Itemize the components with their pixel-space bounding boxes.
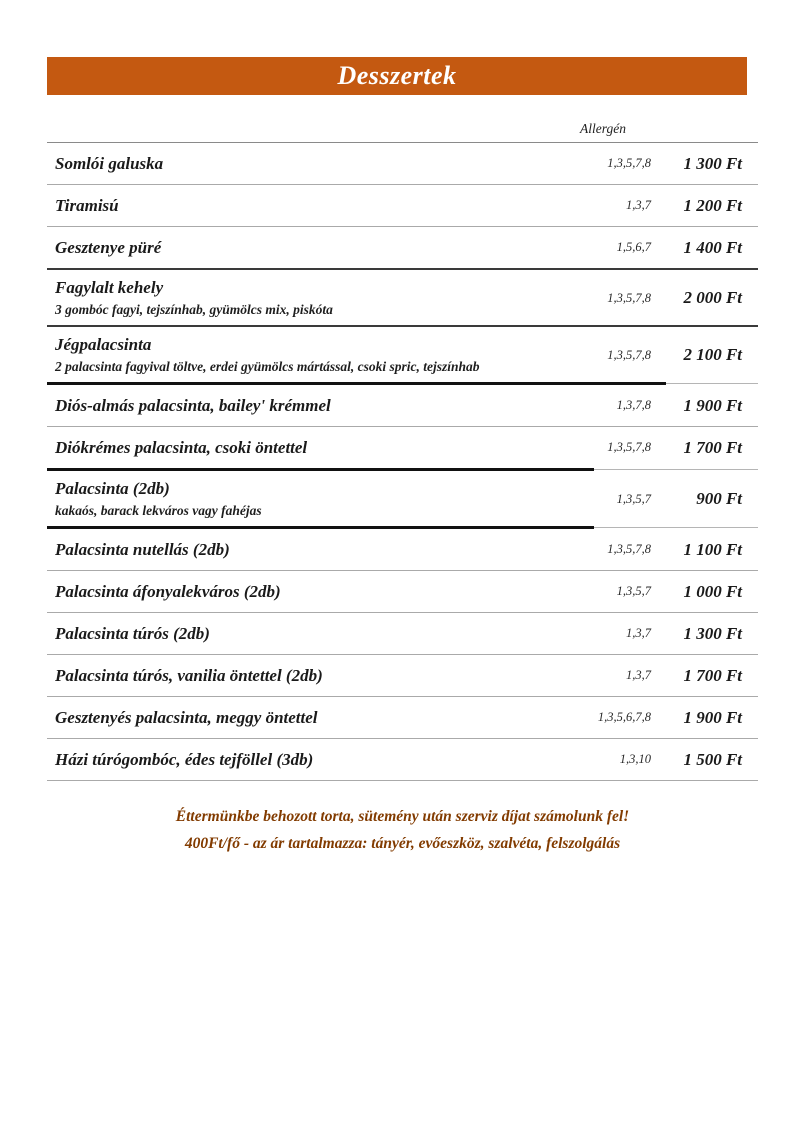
menu-item-name: Tiramisú [55,195,119,215]
menu-item-allergens: 1,3,7,8 [616,398,651,412]
row-divider [47,226,758,227]
menu-item-row [47,385,758,426]
row-divider [47,382,758,385]
row-divider [47,184,758,185]
menu-item-allergens: 1,5,6,7 [616,240,651,254]
menu-item-name-cell [47,438,553,458]
menu-item-name: Somlói galuska [55,153,164,173]
menu-item-name: Házi túrógombóc, édes tejföllel (3db) [55,749,314,769]
menu-item-allergens: 1,3,10 [619,752,651,766]
menu-item-name: Gesztenyés palacsinta, meggy öntettel [55,707,318,727]
menu-item-name-cell [47,479,553,519]
menu-item-row [47,529,758,570]
menu-item-price: 1 900 Ft [683,395,742,415]
menu-item-description: kakaós, barack lekváros vagy fahéjas [55,503,262,518]
menu-item-price: 1 900 Ft [683,707,742,727]
row-divider [47,526,758,529]
menu-item-name-cell [47,666,553,686]
menu-item-name: Fagylalt kehely [55,278,164,297]
menu-item-price: 1 700 Ft [683,437,742,457]
table-header-row [47,121,758,142]
menu-item-name: Diós-almás palacsinta, bailey' krémmel [55,395,331,415]
row-divider [47,696,758,697]
menu-item-price: 1 300 Ft [683,153,742,173]
section-header-bar [47,57,747,95]
menu-item-price: 1 100 Ft [683,539,742,559]
menu-item-allergens: 1,3,5,7,8 [607,156,651,170]
header-divider [47,142,758,143]
menu-item-allergens: 1,3,7 [626,668,651,682]
menu-item-description: 2 palacsinta fagyival töltve, erdei gyümölcs mártással, csoki spric, tejszínhab [55,359,480,374]
menu-item-name: Jégpalacsinta [55,335,152,354]
row-divider [47,612,758,613]
menu-item-name-cell [47,540,553,560]
menu-item-allergens: 1,3,5,7,8 [607,440,651,454]
menu-item-name-cell [47,708,553,728]
menu-item-row [47,471,758,526]
menu-item-row [47,185,758,226]
menu-item-allergens: 1,3,5,7,8 [607,290,651,305]
menu-item-price: 1 300 Ft [683,623,742,643]
menu-item-price: 1 200 Ft [683,195,742,215]
menu-item-name-cell [47,396,553,416]
row-divider [47,325,758,327]
menu-item-allergens: 1,3,7 [626,626,651,640]
menu-item-allergens: 1,3,5,7,8 [607,347,651,362]
menu-item-allergens: 1,3,7 [626,198,651,212]
menu-item-row [47,613,758,654]
menu-item-price: 1 500 Ft [683,749,742,769]
row-divider [47,570,758,571]
row-divider [47,468,758,471]
price-column-spacer [653,121,758,137]
menu-item-price: 2 100 Ft [683,345,742,364]
menu-item-row [47,143,758,184]
menu-rows [47,143,758,781]
menu-item-price: 1 700 Ft [683,665,742,685]
menu-item-price: 1 400 Ft [683,237,742,257]
menu-item-name-cell [47,196,553,216]
menu-item-name-cell [47,278,553,318]
menu-item-price: 2 000 Ft [683,288,742,307]
menu-item-row [47,227,758,268]
row-divider [47,654,758,655]
menu-item-name-cell [47,335,553,375]
menu-item-row [47,427,758,468]
page-title: Desszertek [337,61,457,90]
menu-item-name-cell [47,582,553,602]
menu-item-row [47,655,758,696]
menu-item-name: Palacsinta (2db) [55,479,170,498]
row-divider [47,268,758,270]
menu-item-row [47,697,758,738]
menu-item-price: 1 000 Ft [683,581,742,601]
menu-item-row [47,270,758,325]
menu-item-description: 3 gombóc fagyi, tejszínhab, gyümölcs mix, piskóta [55,302,333,317]
menu-item-name-cell [47,238,553,258]
menu-item-name: Palacsinta túrós, vanilia öntettel (2db) [55,665,323,685]
row-divider [47,426,758,427]
menu-item-name-cell [47,154,553,174]
allergen-column-header: Allergén [580,121,626,136]
menu-item-allergens: 1,3,5,6,7,8 [597,710,651,724]
menu-item-allergens: 1,3,5,7 [616,584,651,598]
footer-note [47,803,758,857]
menu-item-allergens: 1,3,5,7,8 [607,542,651,556]
menu-item-price: 900 Ft [696,489,742,508]
menu-item-allergens: 1,3,5,7 [616,491,651,506]
footer-line-2: 400Ft/fő - az ár tartalmazza: tányér, evőeszköz, szalvéta, felszolgálás [184,835,621,853]
footer-line-1: Éttermünkbe behozott torta, sütemény után szerviz díjat számolunk fel! [175,808,630,825]
menu-item-name: Palacsinta túrós (2db) [55,623,210,643]
menu-table [47,121,758,781]
menu-item-row [47,327,758,382]
menu-item-row [47,739,758,780]
menu-item-name: Diókrémes palacsinta, csoki öntettel [55,437,308,457]
menu-item-name-cell [47,750,553,770]
menu-item-name: Gesztenye püré [55,237,162,257]
row-divider [47,780,758,781]
menu-item-name-cell [47,624,553,644]
row-divider [47,738,758,739]
menu-item-name: Palacsinta áfonyalekváros (2db) [55,581,281,601]
menu-item-name: Palacsinta nutellás (2db) [55,539,230,559]
menu-item-row [47,571,758,612]
